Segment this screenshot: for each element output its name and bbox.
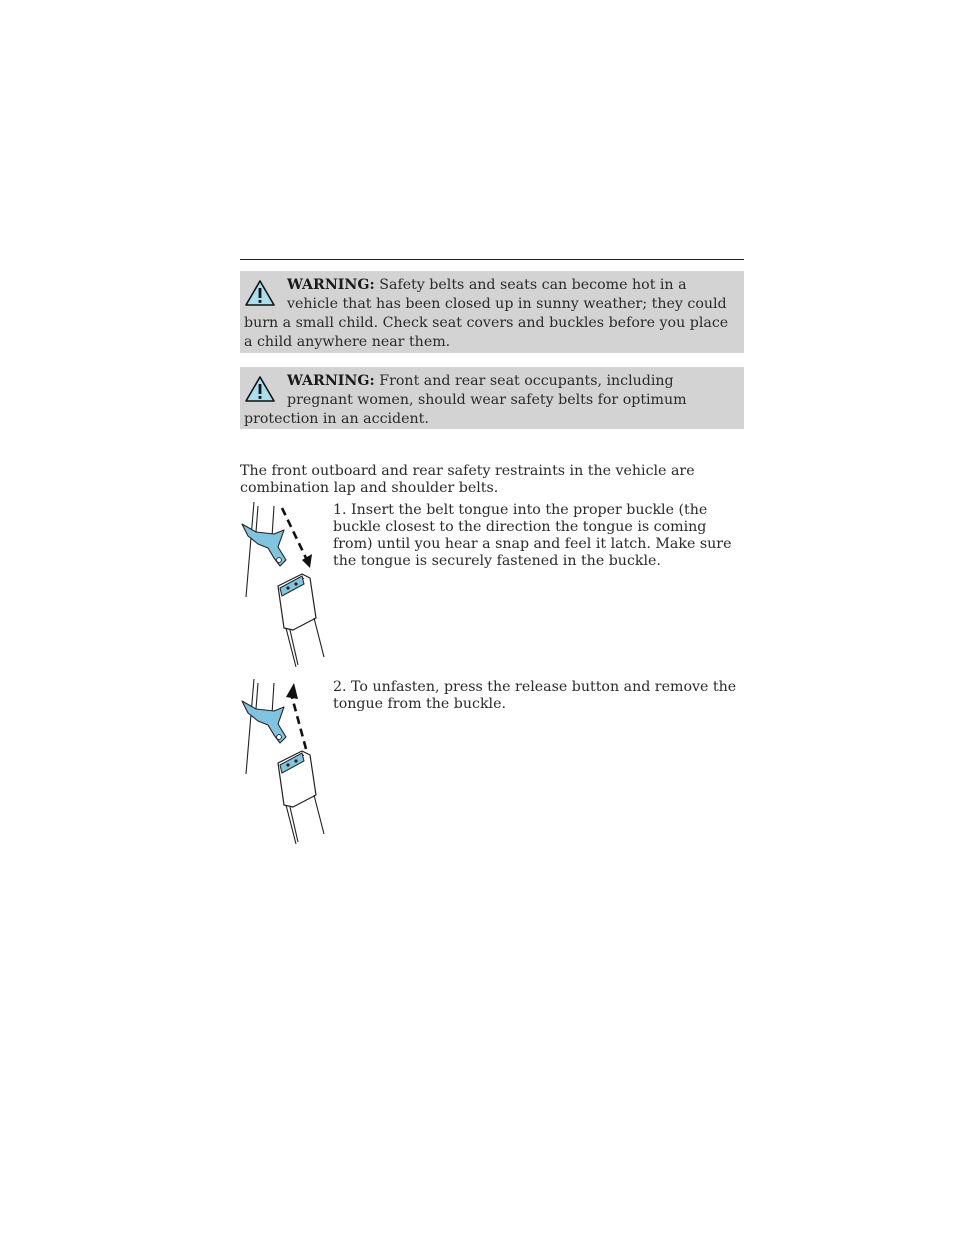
warning-text: Front and rear seat occupants, including pregnant women, should wear safety belts for optimum protection in an accident.	[244, 373, 687, 427]
warning-label: WARNING:	[287, 277, 375, 293]
fasten-belt-illustration	[238, 502, 333, 667]
warning-triangle-icon	[244, 279, 276, 307]
unfasten-belt-illustration	[238, 679, 333, 844]
step-2-text: 2. To unfasten, press the release button and remove the tongue from the buckle.	[333, 679, 737, 712]
section-divider	[240, 259, 744, 260]
step-1-text: 1. Insert the belt tongue into the proper buckle (the buckle closest to the direction the tongue is coming from) until you hear a snap and feel it latch. Make sure the tongue is securely fastened in the buckle.	[333, 502, 732, 569]
intro-paragraph: The front outboard and rear safety restraints in the vehicle are combination lap and shoulder belts.	[240, 463, 695, 496]
warning-triangle-icon	[244, 375, 276, 403]
warning-box-occupants	[240, 367, 744, 429]
warning-box-hot-belts	[240, 271, 744, 353]
warning-label: WARNING:	[287, 373, 375, 389]
warning-text: Safety belts and seats can become hot in a vehicle that has been closed up in sunny weather; they could burn a small child. Check seat covers and buckles before you place a child anywhere near them.	[244, 277, 729, 350]
